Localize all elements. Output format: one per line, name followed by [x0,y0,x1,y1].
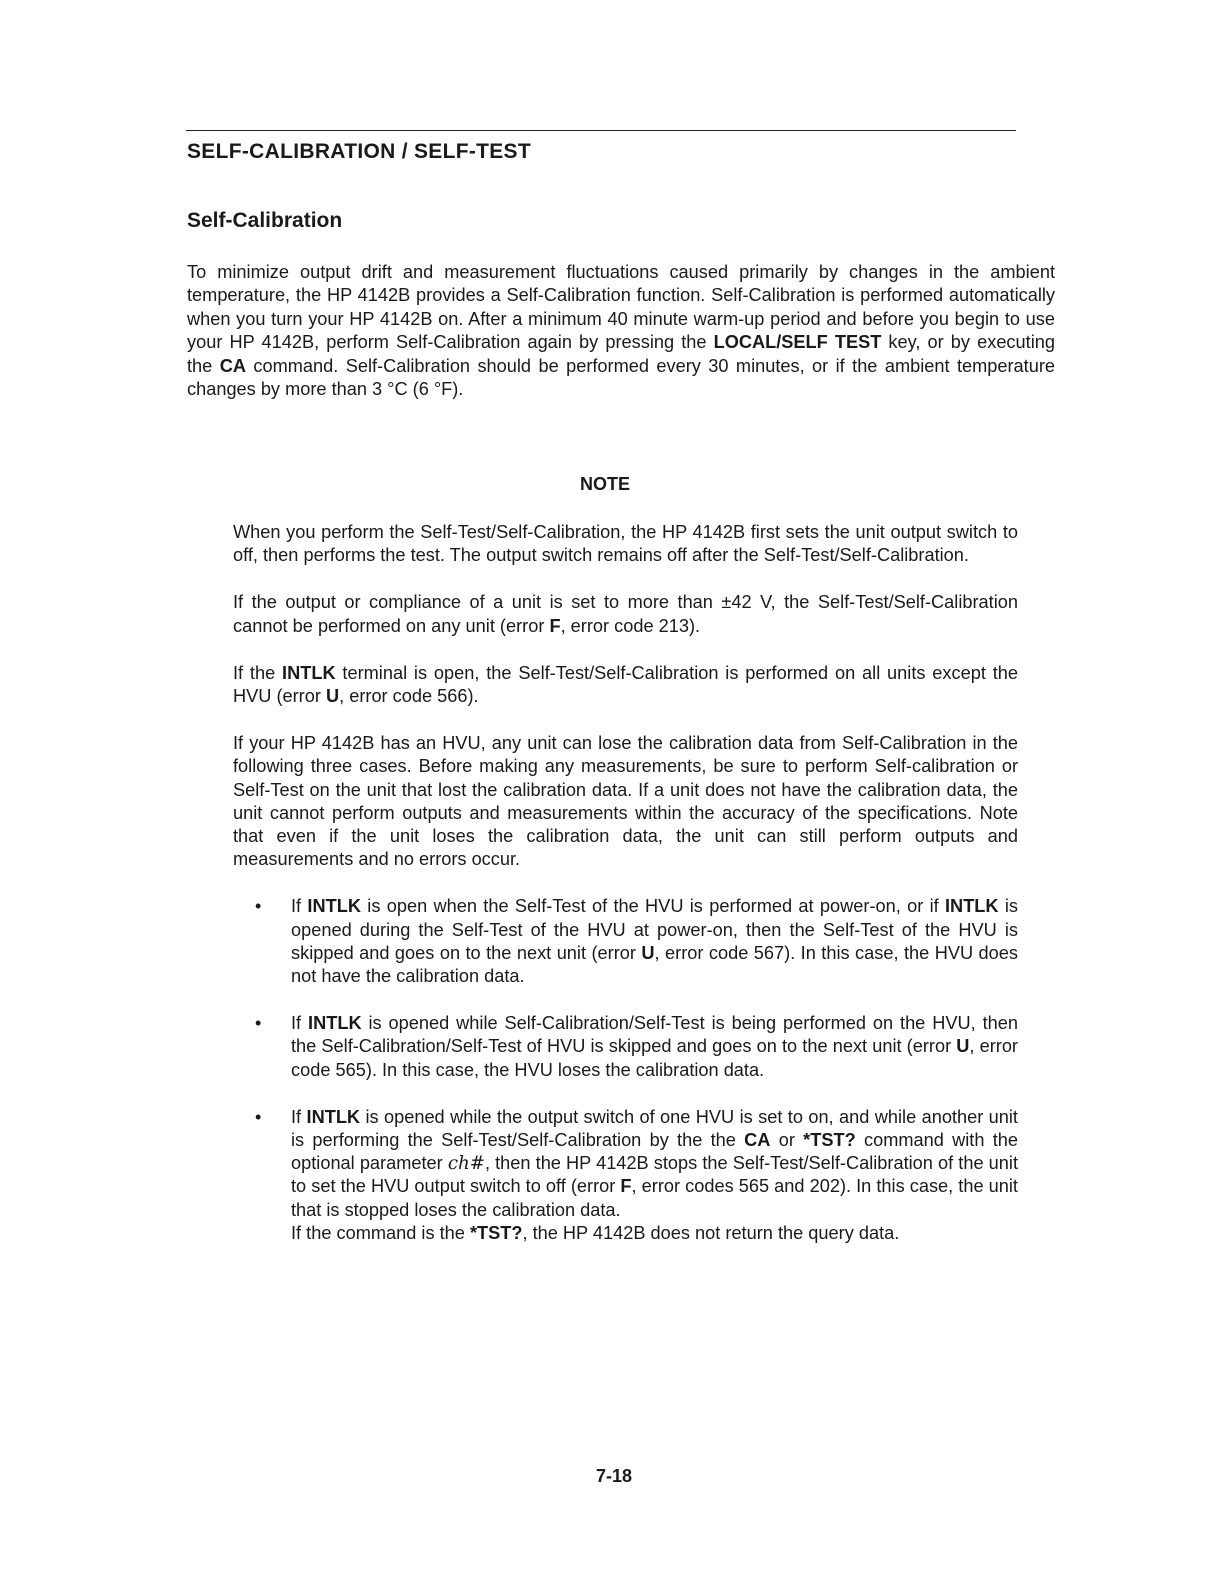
note-p3-bold-2: U [325,686,340,707]
section-title: SELF-CALIBRATION / SELF-TEST [187,140,531,163]
b3-bold-2: CA [744,1130,771,1151]
b3-text-2: is opened while the output switch of one HVU is set to on, and while another unit is performing the Self-Test/Self-Calibration by the the [291,1106,1018,1151]
note-p2-text-2: , error code 213). [560,615,701,636]
note-p3-text-3: , error code 566). [339,686,479,707]
note-p3-bold-1: INTLK [282,662,336,683]
intro-text-2: key, or by executing the [187,332,1055,376]
b2-bold-1: INTLK [308,1013,362,1034]
note-body [233,521,1018,1269]
b1-text-1: If [291,896,308,917]
note-paragraph-4: If your HP 4142B has an HVU, any unit can lose the calibration data from Self-Calibration in the following three cases. Before making any measurements, be sure to perform Self-calibration or Self-Test on the unit that lost the calibration data. If a unit does not have the calibration data, the unit cannot perform outputs and measurements within the accuracy of the specifications. Note that even if the unit loses the calibration data, the unit can still perform outputs and measurements and no errors occur. [233,733,1018,870]
b1-text-2: is open when the Self-Test of the HVU is performed at power-on, or if [360,896,945,917]
b3-text-4: command with the optional parameter [291,1130,1019,1174]
note-p3-text-2: terminal is open, the Self-Test/Self-Calibration is performed on all units except the HVU (error [233,662,1018,707]
b3-extra-text-2: , the HP 4142B does not return the query data. [522,1222,900,1243]
b1-text-4: , error code 567). In this case, the HVU does not have the calibration data. [291,942,1018,987]
bullet-icon: • [255,1013,262,1034]
b3-bold-3: *TST? [803,1130,856,1151]
b2-text-2: is opened while Self-Calibration/Self-Test is being performed on the HVU, then the Self-Calibration/Self-Test of HVU is skipped and goes on to the next unit (error [291,1013,1018,1057]
note-p2-bold-1: F [549,615,561,636]
bullet-item-3 [233,1106,1018,1245]
intro-paragraph [187,261,1055,401]
b3-extra-line [291,1222,1018,1245]
b1-bold-2: INTLK [945,896,999,917]
note-paragraph-2 [233,591,1018,637]
note-p3-text-1: If the [233,662,283,683]
b2-text-3: , error code 565). In this case, the HVU loses the calibration data. [291,1036,1018,1080]
note-paragraph-3 [233,662,1018,708]
intro-text-1: To minimize output drift and measurement fluctuations caused primarily by changes in the ambient temperature, the HP 4142B provides a Self-Calibration function. Self-Calibration is performed automatically when you turn your HP 4142B on. After a minimum 40 minute warm-up period and before you begin to use your HP 4142B, perform Self-Calibration again by pressing the [187,262,1055,353]
note-heading: NOTE [580,474,631,494]
b3-bold-1: INTLK [306,1106,361,1127]
b3-italic-param: ch# [447,1153,485,1175]
b3-text-6: , error codes 565 and 202). In this case, the unit that is stopped loses the calibration data. [291,1176,1018,1220]
bullet-item-1 [233,895,1018,988]
bullet-icon: • [255,1106,262,1127]
section-rule [186,130,1016,131]
local-self-test-key: LOCAL/SELF TEST [713,332,882,353]
page-number: 7-18 [596,1466,633,1486]
bullet-icon: • [255,896,262,917]
b3-text-1: If [291,1106,307,1127]
ca-command: CA [219,355,246,376]
b3-extra-bold: *TST? [469,1222,523,1243]
b2-bold-2: U [956,1036,970,1057]
note-paragraph-1: When you perform the Self-Test/Self-Calibration, the HP 4142B first sets the unit output switch to off, then performs the test. The output switch remains off after the Self-Test/Self-Calibration. [233,522,1018,566]
b3-text-5: , then the HP 4142B stops the Self-Test/Self-Calibration of the unit to set the HVU output switch to off (error [291,1153,1018,1197]
subsection-title: Self-Calibration [187,209,343,232]
bullet-item-2 [233,1012,1018,1082]
bullet-list [233,895,1018,1245]
b1-text-3: is opened during the Self-Test of the HVU at power-on, then the Self-Test of the HVU is skipped and goes on to the next unit (error [291,896,1018,963]
intro-text-3: command. Self-Calibration should be performed every 30 minutes, or if the ambient temperature changes by more than 3 °C (6 °F). [187,355,1056,400]
b1-bold-1: INTLK [307,896,361,917]
b3-extra-text-1: If the command is the [291,1222,470,1243]
b3-text-3: or [770,1130,804,1151]
b2-text-1: If [291,1013,309,1034]
b3-bold-4: F [620,1176,632,1197]
b1-bold-3: U [641,942,655,963]
note-p2-text-1: If the output or compliance of a unit is set to more than ±42 V, the Self-Test/Self-Calibration cannot be performed on any unit (error [233,592,1018,636]
